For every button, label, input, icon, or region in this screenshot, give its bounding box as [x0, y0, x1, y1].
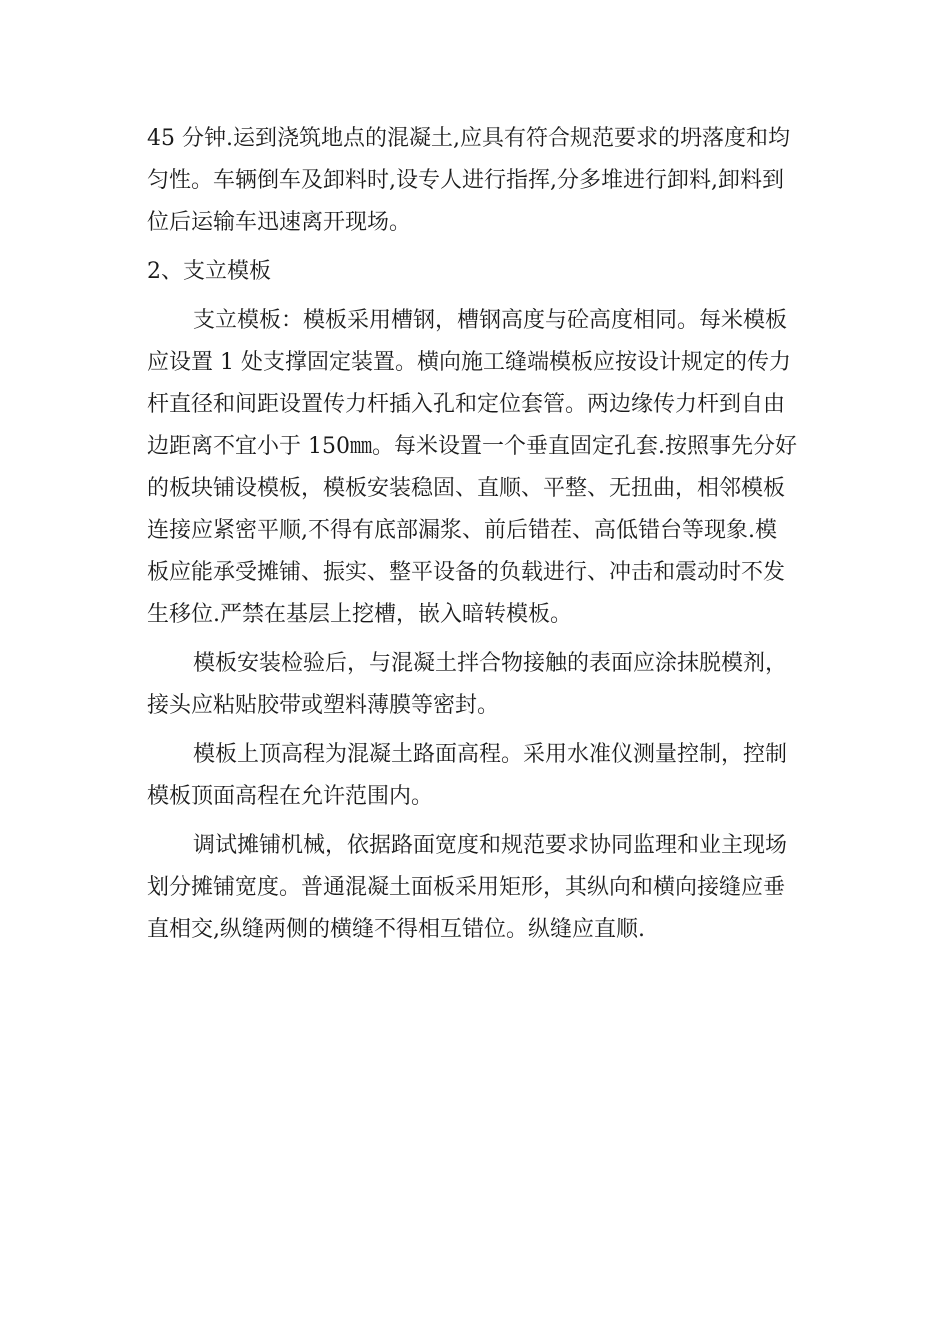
paragraph-elevation — [147, 734, 805, 818]
text-line: 45 分钟.运到浇筑地点的混凝土,应具有符合规范要求的坍落度和均 — [147, 126, 790, 151]
paragraph-formwork — [147, 300, 805, 636]
paragraph-paver — [147, 825, 805, 951]
text-line: 调试摊铺机械，依据路面宽度和规范要求协同监理和业主现场 — [193, 833, 788, 858]
text-line: 模板上顶高程为混凝土路面高程。采用水准仪测量控制，控制 — [193, 742, 788, 767]
text-line: 的板块铺设模板，模板安装稳固、直顺、平整、无扭曲，相邻模板 — [147, 476, 786, 501]
text-line: 连接应紧密平顺,不得有底部漏浆、前后错茬、高低错台等现象.模 — [147, 518, 777, 543]
section-heading: 2、支立模板 — [147, 259, 271, 284]
text-line: 应设置 1 处支撑固定装置。横向施工缝端模板应按设计规定的传力 — [147, 350, 791, 375]
text-line: 支立模板：模板采用槽钢，槽钢高度与砼高度相同。每米模板 — [193, 308, 788, 333]
text-line: 模板安装检验后，与混凝土拌合物接触的表面应涂抹脱模剂， — [193, 651, 788, 676]
document-body — [147, 118, 805, 951]
text-line: 划分摊铺宽度。普通混凝土面板采用矩形，其纵向和横向接缝应垂 — [147, 875, 786, 900]
text-line: 匀性。车辆倒车及卸料时,设专人进行指挥,分多堆进行卸料,卸料到 — [147, 168, 784, 193]
text-line: 杆直径和间距设置传力杆插入孔和定位套管。两边缘传力杆到自由 — [147, 392, 786, 417]
text-line: 生移位.严禁在基层上挖槽，嵌入暗转模板。 — [147, 602, 572, 627]
paragraph-transport — [147, 118, 805, 244]
text-line: 直相交,纵缝两侧的横缝不得相互错位。纵缝应直顺. — [147, 917, 645, 942]
text-line: 位后运输车迅速离开现场。 — [147, 210, 412, 235]
text-line: 模板顶面高程在允许范围内。 — [147, 784, 434, 809]
text-line: 边距离不宜小于 150㎜。每米设置一个垂直固定孔套.按照事先分好 — [147, 434, 797, 459]
text-line: 接头应粘贴胶带或塑料薄膜等密封。 — [147, 693, 500, 718]
text-line: 板应能承受摊铺、振实、整平设备的负载进行、冲击和震动时不发 — [147, 560, 786, 585]
paragraph-release-agent — [147, 643, 805, 727]
